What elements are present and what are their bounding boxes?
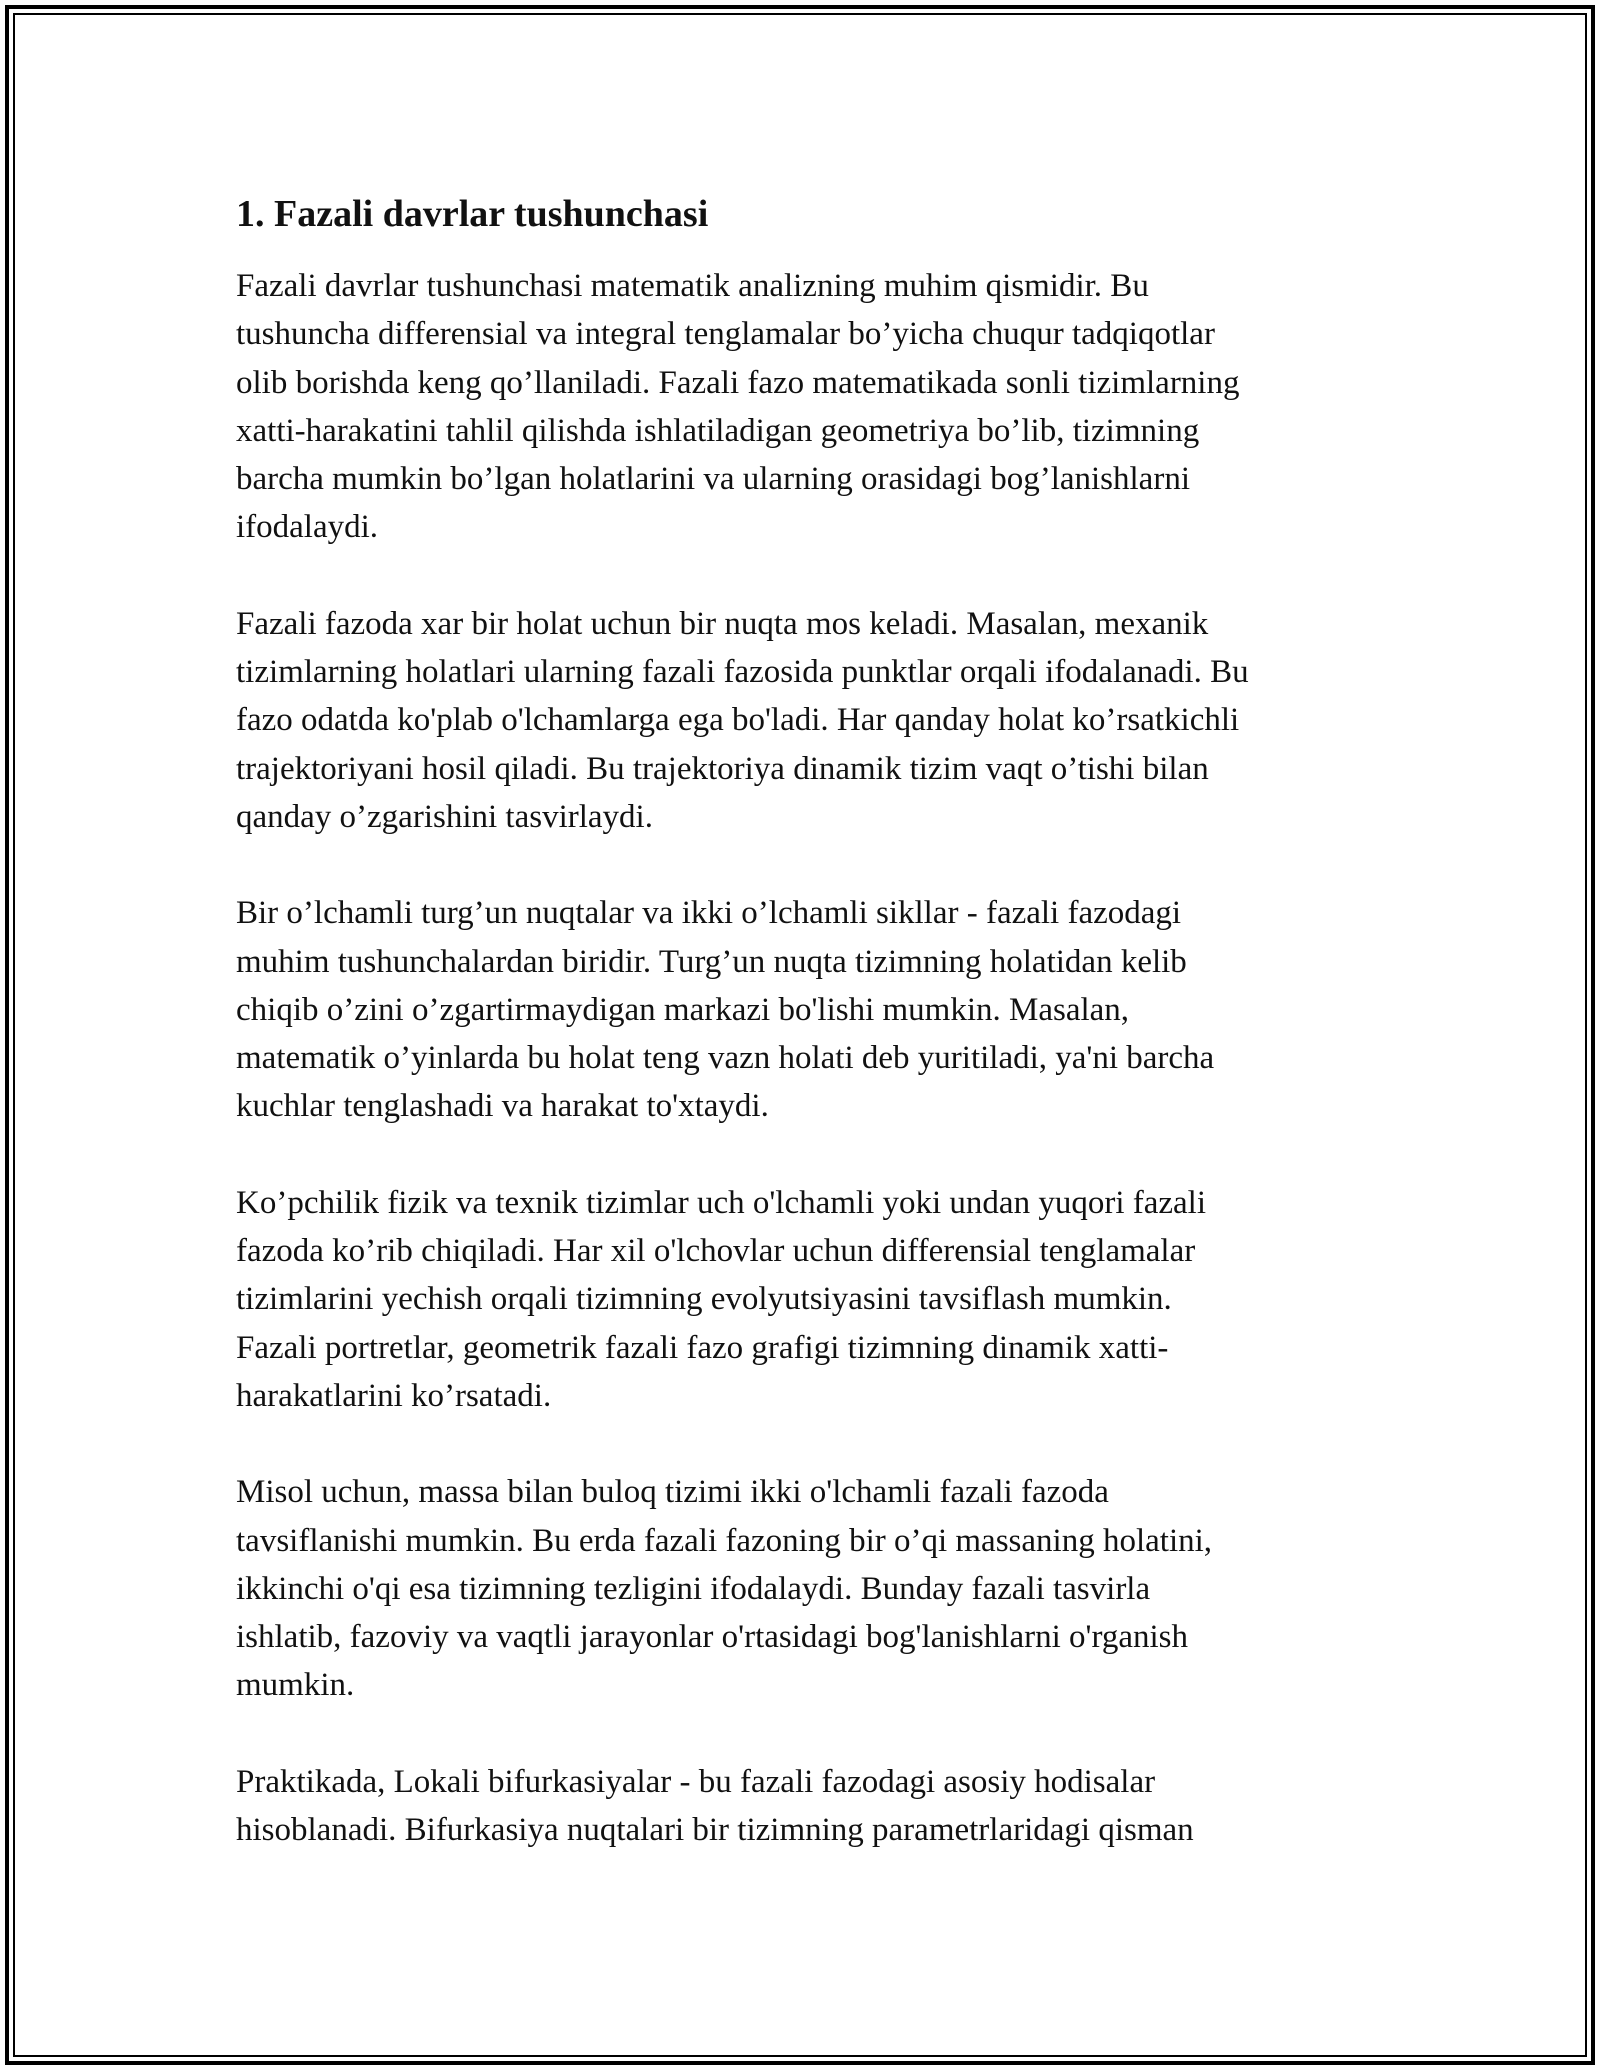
document-body [236, 188, 1386, 1902]
paragraph-6: Praktikada, Lokali bifurkasiyalar - bu fazali fazodagi asosiy hodisalar hisoblanadi. Bifurkasiya nuqtalari bir tizimning parametrlaridagi qisman [236, 1763, 1194, 1849]
section-title: 1. Fazali davrlar tushunchasi [236, 193, 709, 235]
paragraph-2: Fazali fazoda xar bir holat uchun bir nuqta mos keladi. Masalan, mexanik tizimlarning holatlari ularning fazali fazosida punktlar orqali ifodalanadi. Bu fazo odatda ko'plab o'lchamlarga ega bo'ladi. Har qanday holat ko’rsatkichli trajektoriyani hosil qiladi. Bu trajektoriya dinamik tizim vaqt o’tishi bilan qanday o’zgarishini tasvirlaydi. [236, 605, 1249, 835]
paragraph-3: Bir o’lchamli turg’un nuqtalar va ikki o’lchamli sikllar - fazali fazodagi muhim tushunchalardan biridir. Turg’un nuqta tizimning holatidan kelib chiqib o’zini o’zgartirmaydigan markazi bo'lishi mumkin. Masalan, matematik o’yinlarda bu holat teng vazn holati deb yuritiladi, ya'ni barcha kuchlar tenglashadi va harakat to'xtaydi. [236, 895, 1215, 1125]
paragraph-1: Fazali davrlar tushunchasi matematik analizning muhim qismidir. Bu tushuncha differensial va integral tenglamalar bo’yicha chuqur tadqiqotlar olib borishda keng qo’llaniladi. Fazali fazo matematikada sonli tizimlarning xatti-harakatini tahlil qilishda ishlatiladigan geometriya bo’lib, tizimning barcha mumkin bo’lgan holatlarini va ularning orasidagi bog’lanishlarni ifodalaydi. [236, 268, 1240, 546]
paragraph-4: Ko’pchilik fizik va texnik tizimlar uch o'lchamli yoki undan yuqori fazali fazoda ko’rib chiqiladi. Har xil o'lchovlar uchun differensial tenglamalar tizimlarini yechish orqali tizimning evolyutsiyasini tavsiflash mumkin. Fazali portretlar, geometrik fazali fazo grafigi tizimning dinamik xatti- harakatlarini ko’rsatadi. [236, 1184, 1207, 1414]
paragraph-5: Misol uchun, massa bilan buloq tizimi ikki o'lchamli fazali fazoda tavsiflanishi mumkin. Bu erda fazali fazoning bir o’qi massaning holatini, ikkinchi o'qi esa tizimning tezligini ifodalaydi. Bunday fazali tasvirla ishlatib, fazoviy va vaqtli jarayonlar o'rtasidagi bog'lanishlarni o'rganish mumkin. [236, 1474, 1213, 1704]
